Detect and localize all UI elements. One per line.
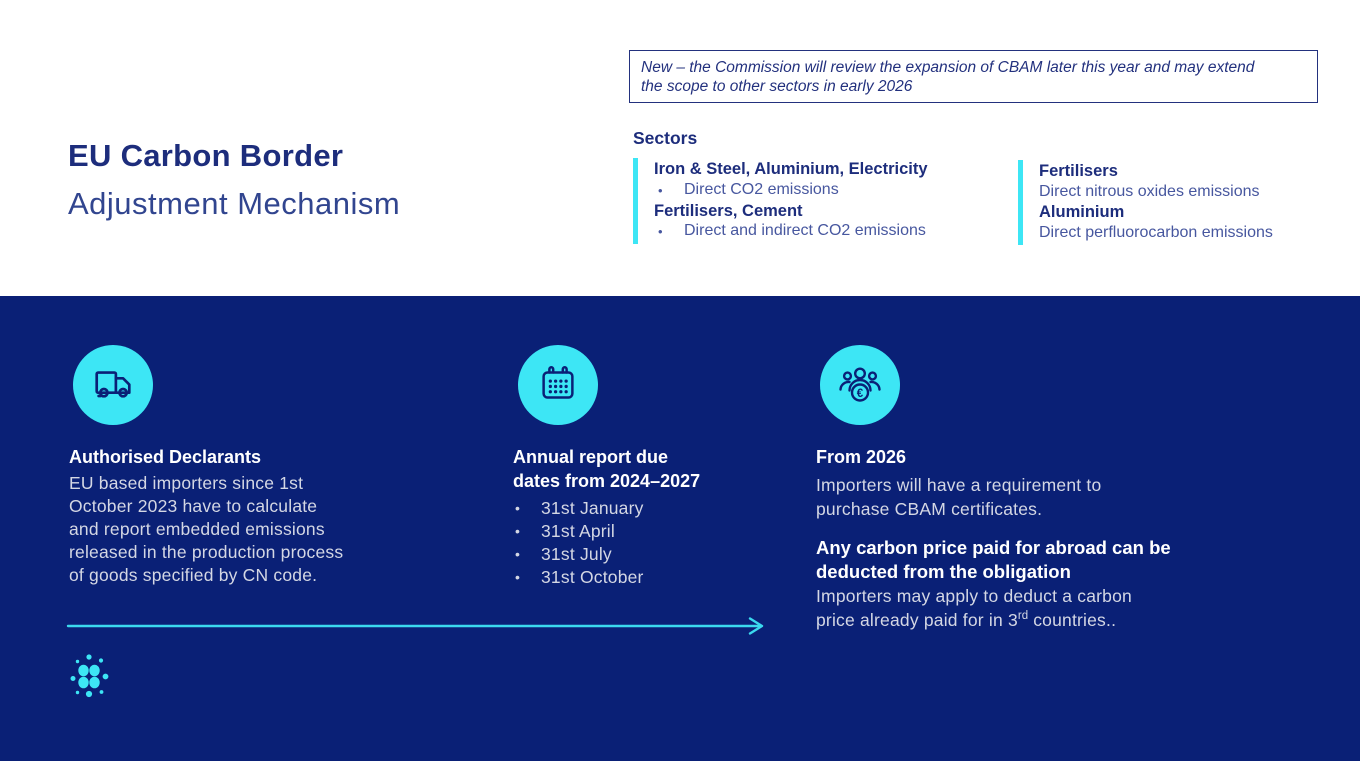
- sector-title: Iron & Steel, Aluminium, Electricity: [654, 160, 928, 178]
- bullet-icon: •: [515, 546, 520, 562]
- new-notice-box: [629, 50, 1318, 103]
- list-item: [515, 497, 644, 520]
- card-body-from-2026: [816, 473, 1101, 521]
- page-title-line1: EU Carbon Border: [68, 138, 344, 173]
- sector-group-right: [1018, 160, 1339, 245]
- body-text-line: purchase CBAM certificates.: [816, 499, 1043, 519]
- list-item: [515, 520, 644, 543]
- sector-title: Aluminium: [1039, 203, 1125, 221]
- bullet-icon: •: [515, 500, 520, 516]
- heading-line: dates from 2024–2027: [513, 471, 701, 491]
- emphasis-line: deducted from the obligation: [816, 561, 1071, 582]
- list-item: [515, 543, 644, 566]
- dot-cluster-logo: [64, 651, 114, 706]
- ordinal-superscript: rd: [1017, 610, 1029, 623]
- carbon-price-emphasis: [816, 536, 1171, 584]
- body-text-line: and report embedded emissions: [69, 519, 325, 539]
- bullet-icon: •: [515, 523, 520, 539]
- card-body-authorised-declarants: [69, 472, 343, 587]
- truck-icon: [73, 345, 153, 425]
- sectors-heading: Sectors: [633, 128, 698, 148]
- body-text-line: released in the production process: [69, 542, 344, 562]
- body-text-line: Importers will have a requirement to: [816, 475, 1102, 495]
- due-date-label: 31st October: [541, 567, 644, 587]
- due-date-label: 31st July: [541, 544, 612, 564]
- card-heading-authorised-declarants: Authorised Declarants: [69, 447, 262, 467]
- body-text-line: EU based importers since 1st: [69, 473, 304, 493]
- notice-text-line2: the scope to other sectors in early 2026: [641, 78, 913, 95]
- body-text-line: of goods specified by CN code.: [69, 565, 318, 585]
- bullet-icon: •: [658, 224, 663, 239]
- body-text-line: price already paid for in 3rd countries..: [816, 610, 1117, 630]
- sector-group-left: [633, 158, 984, 244]
- list-item: [515, 566, 644, 589]
- sector-item-label: Direct nitrous oxides emissions: [1039, 182, 1260, 200]
- heading-line: Annual report due: [513, 447, 669, 467]
- deduction-body: [816, 584, 1132, 632]
- card-heading-from-2026: From 2026: [816, 447, 907, 467]
- sector-item-label: Direct CO2 emissions: [684, 180, 839, 198]
- card-heading-annual-report: [513, 445, 700, 493]
- bullet-icon: •: [515, 569, 520, 585]
- sector-item-label: Direct perfluorocarbon emissions: [1039, 223, 1273, 241]
- emphasis-line: Any carbon price paid for abroad can be: [816, 537, 1171, 558]
- due-date-label: 31st April: [541, 521, 615, 541]
- due-date-label: 31st January: [541, 498, 644, 518]
- euro-symbol: €: [856, 388, 864, 400]
- sector-bullet-item: [654, 221, 984, 242]
- timeline-arrow-icon: [66, 616, 768, 641]
- body-text-line: Importers may apply to deduct a carbon: [816, 586, 1132, 606]
- page-title-line2: Adjustment Mechanism: [68, 186, 401, 221]
- calendar-icon: [518, 345, 598, 425]
- due-dates-list: [515, 497, 644, 589]
- bullet-icon: •: [658, 182, 663, 198]
- sector-title: Fertilisers: [1039, 162, 1118, 180]
- sector-bullet-item: [654, 180, 984, 201]
- people-euro-icon: [820, 345, 900, 425]
- body-text-line: October 2023 have to calculate: [69, 496, 318, 516]
- sector-title: Fertilisers, Cement: [654, 201, 803, 220]
- sector-item-label: Direct and indirect CO2 emissions: [684, 222, 926, 239]
- notice-text-line1: New – the Commission will review the expansion of CBAM later this year and may extend: [641, 59, 1255, 76]
